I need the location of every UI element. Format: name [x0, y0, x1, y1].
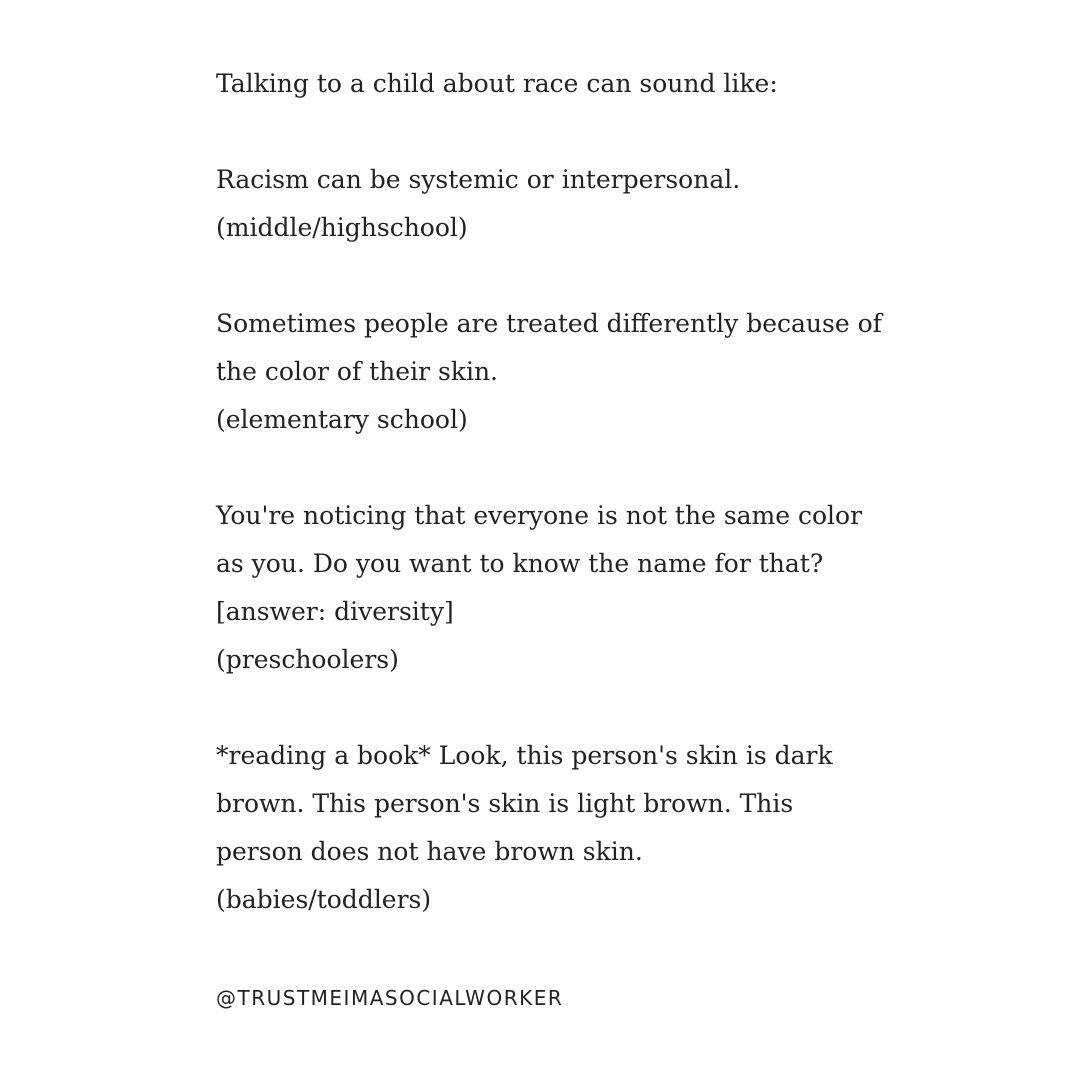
block-4-line-3: person does not have brown skin.	[216, 837, 643, 866]
block-2-age-label: (elementary school)	[216, 405, 468, 434]
spacer	[216, 444, 896, 492]
post-text	[216, 60, 896, 924]
intro-text: Talking to a child about race can sound like:	[216, 69, 778, 98]
block-1-line-1: Racism can be systemic or interpersonal.	[216, 165, 741, 194]
spacer	[216, 252, 896, 300]
block-3-age-label: (preschoolers)	[216, 645, 399, 674]
block-4-age-label: (babies/toddlers)	[216, 885, 432, 914]
block-2-line-1: Sometimes people are treated differently because of	[216, 309, 882, 338]
block-4-line-2: brown. This person's skin is light brown. This	[216, 789, 794, 818]
block-4-line-1: *reading a book* Look, this person's skin is dark	[216, 741, 833, 770]
block-3-line-2: as you. Do you want to know the name for that?	[216, 549, 824, 578]
author-handle: @TRUSTMEIMASOCIALWORKER	[216, 986, 564, 1010]
block-1-age-label: (middle/highschool)	[216, 213, 468, 242]
block-3-line-3: [answer: diversity]	[216, 597, 454, 626]
block-2-line-2: the color of their skin.	[216, 357, 498, 386]
spacer	[216, 684, 896, 732]
spacer	[216, 108, 896, 156]
block-3-line-1: You're noticing that everyone is not the same color	[216, 501, 863, 530]
